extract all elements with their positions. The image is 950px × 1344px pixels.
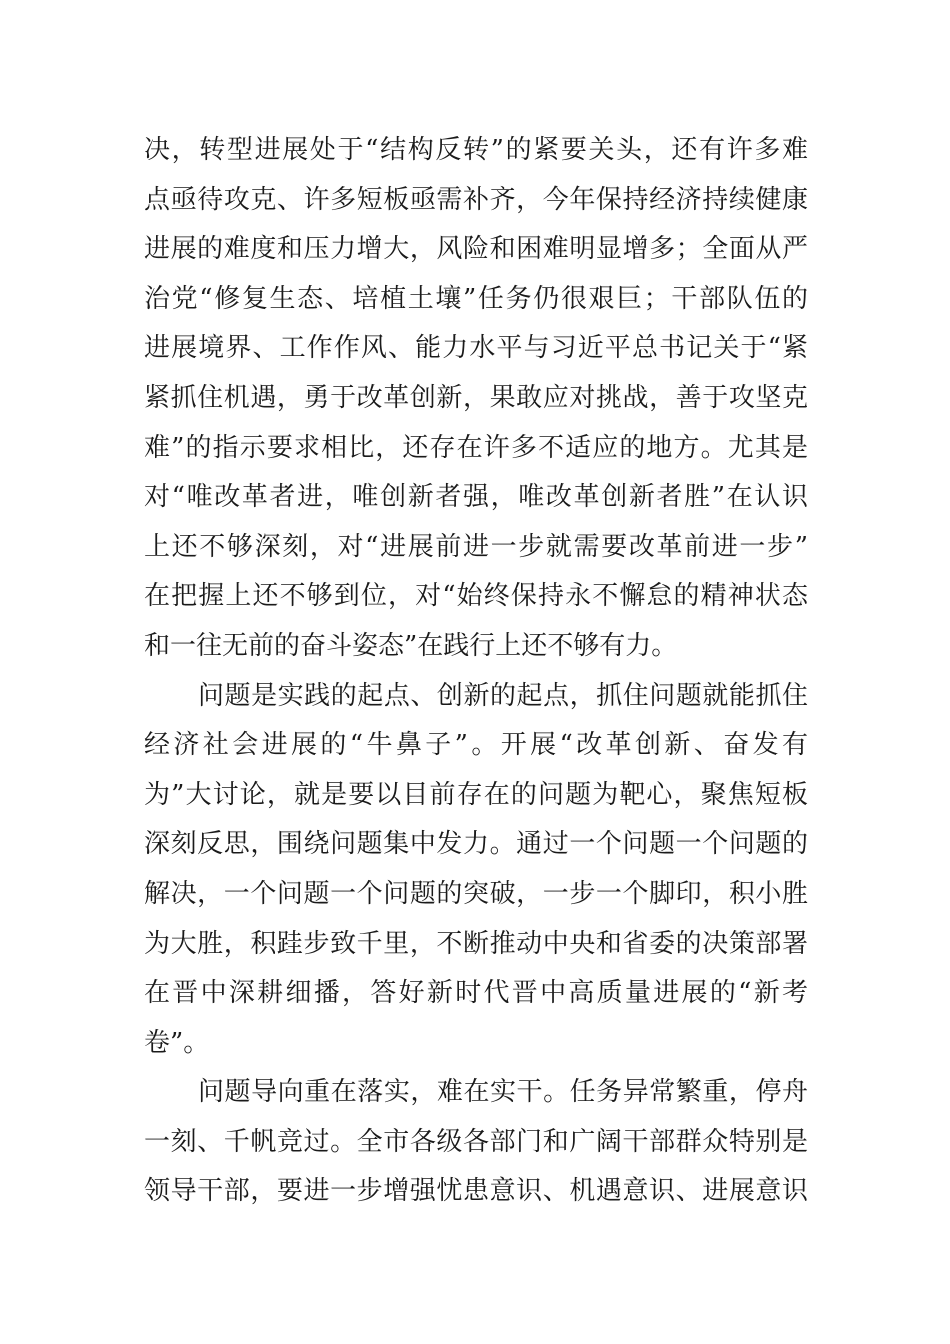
- text-line: 上还不够深刻，对“进展前进一步就需要改革前进一步”: [144, 531, 808, 562]
- text-line: 为”大讨论，就是要以目前存在的问题为靶心，聚焦短板: [144, 779, 808, 810]
- text-line: 进展境界、工作作风、能力水平与习近平总书记关于“紧: [144, 333, 808, 364]
- text-line: 卷”。: [144, 1027, 210, 1058]
- text-line: 领导干部，要进一步增强忧患意识、机遇意识、进展意识: [144, 1176, 808, 1207]
- text-line: 紧抓住机遇，勇于改革创新，果敢应对挑战，善于攻坚克: [144, 382, 808, 413]
- text-line: 在把握上还不够到位，对“始终保持永不懈怠的精神状态: [144, 581, 808, 612]
- text-line: 问题是实践的起点、创新的起点，抓住问题就能抓住: [198, 680, 808, 711]
- text-line: 决，转型进展处于“结构反转”的紧要关头，还有许多难: [144, 135, 808, 165]
- document-body: [144, 126, 808, 1217]
- text-line: 一刻、千帆竞过。全市各级各部门和广阔干部群众特别是: [144, 1126, 808, 1157]
- text-line: 在晋中深耕细播，答好新时代晋中高质量进展的“新考: [144, 978, 808, 1009]
- text-line: 问题导向重在落实，难在实干。任务异常繁重，停舟: [198, 1077, 808, 1108]
- text-line: 深刻反思，围绕问题集中发力。通过一个问题一个问题的: [144, 829, 808, 860]
- text-line: 点亟待攻克、许多短板亟需补齐，今年保持经济持续健康: [144, 184, 808, 215]
- text-line: 和一往无前的奋斗姿态”在践行上还不够有力。: [144, 630, 678, 661]
- text-line: 为大胜，积跬步致千里，不断推动中央和省委的决策部署: [144, 928, 808, 959]
- text-line: 进展的难度和压力增大，风险和困难明显增多；全面从严: [144, 234, 808, 265]
- text-line: 难”的指示要求相比，还存在许多不适应的地方。尤其是: [144, 432, 808, 463]
- text-line: 对“唯改革者进，唯创新者强，唯改革创新者胜”在认识: [144, 482, 808, 513]
- text-line: 解决，一个问题一个问题的突破，一步一个脚印，积小胜: [144, 878, 808, 909]
- text-line: 治党“修复生态、培植土壤”任务仍很艰巨；干部队伍的: [144, 283, 808, 314]
- text-line: 经济社会进展的“牛鼻子”。开展“改革创新、奋发有: [144, 730, 808, 761]
